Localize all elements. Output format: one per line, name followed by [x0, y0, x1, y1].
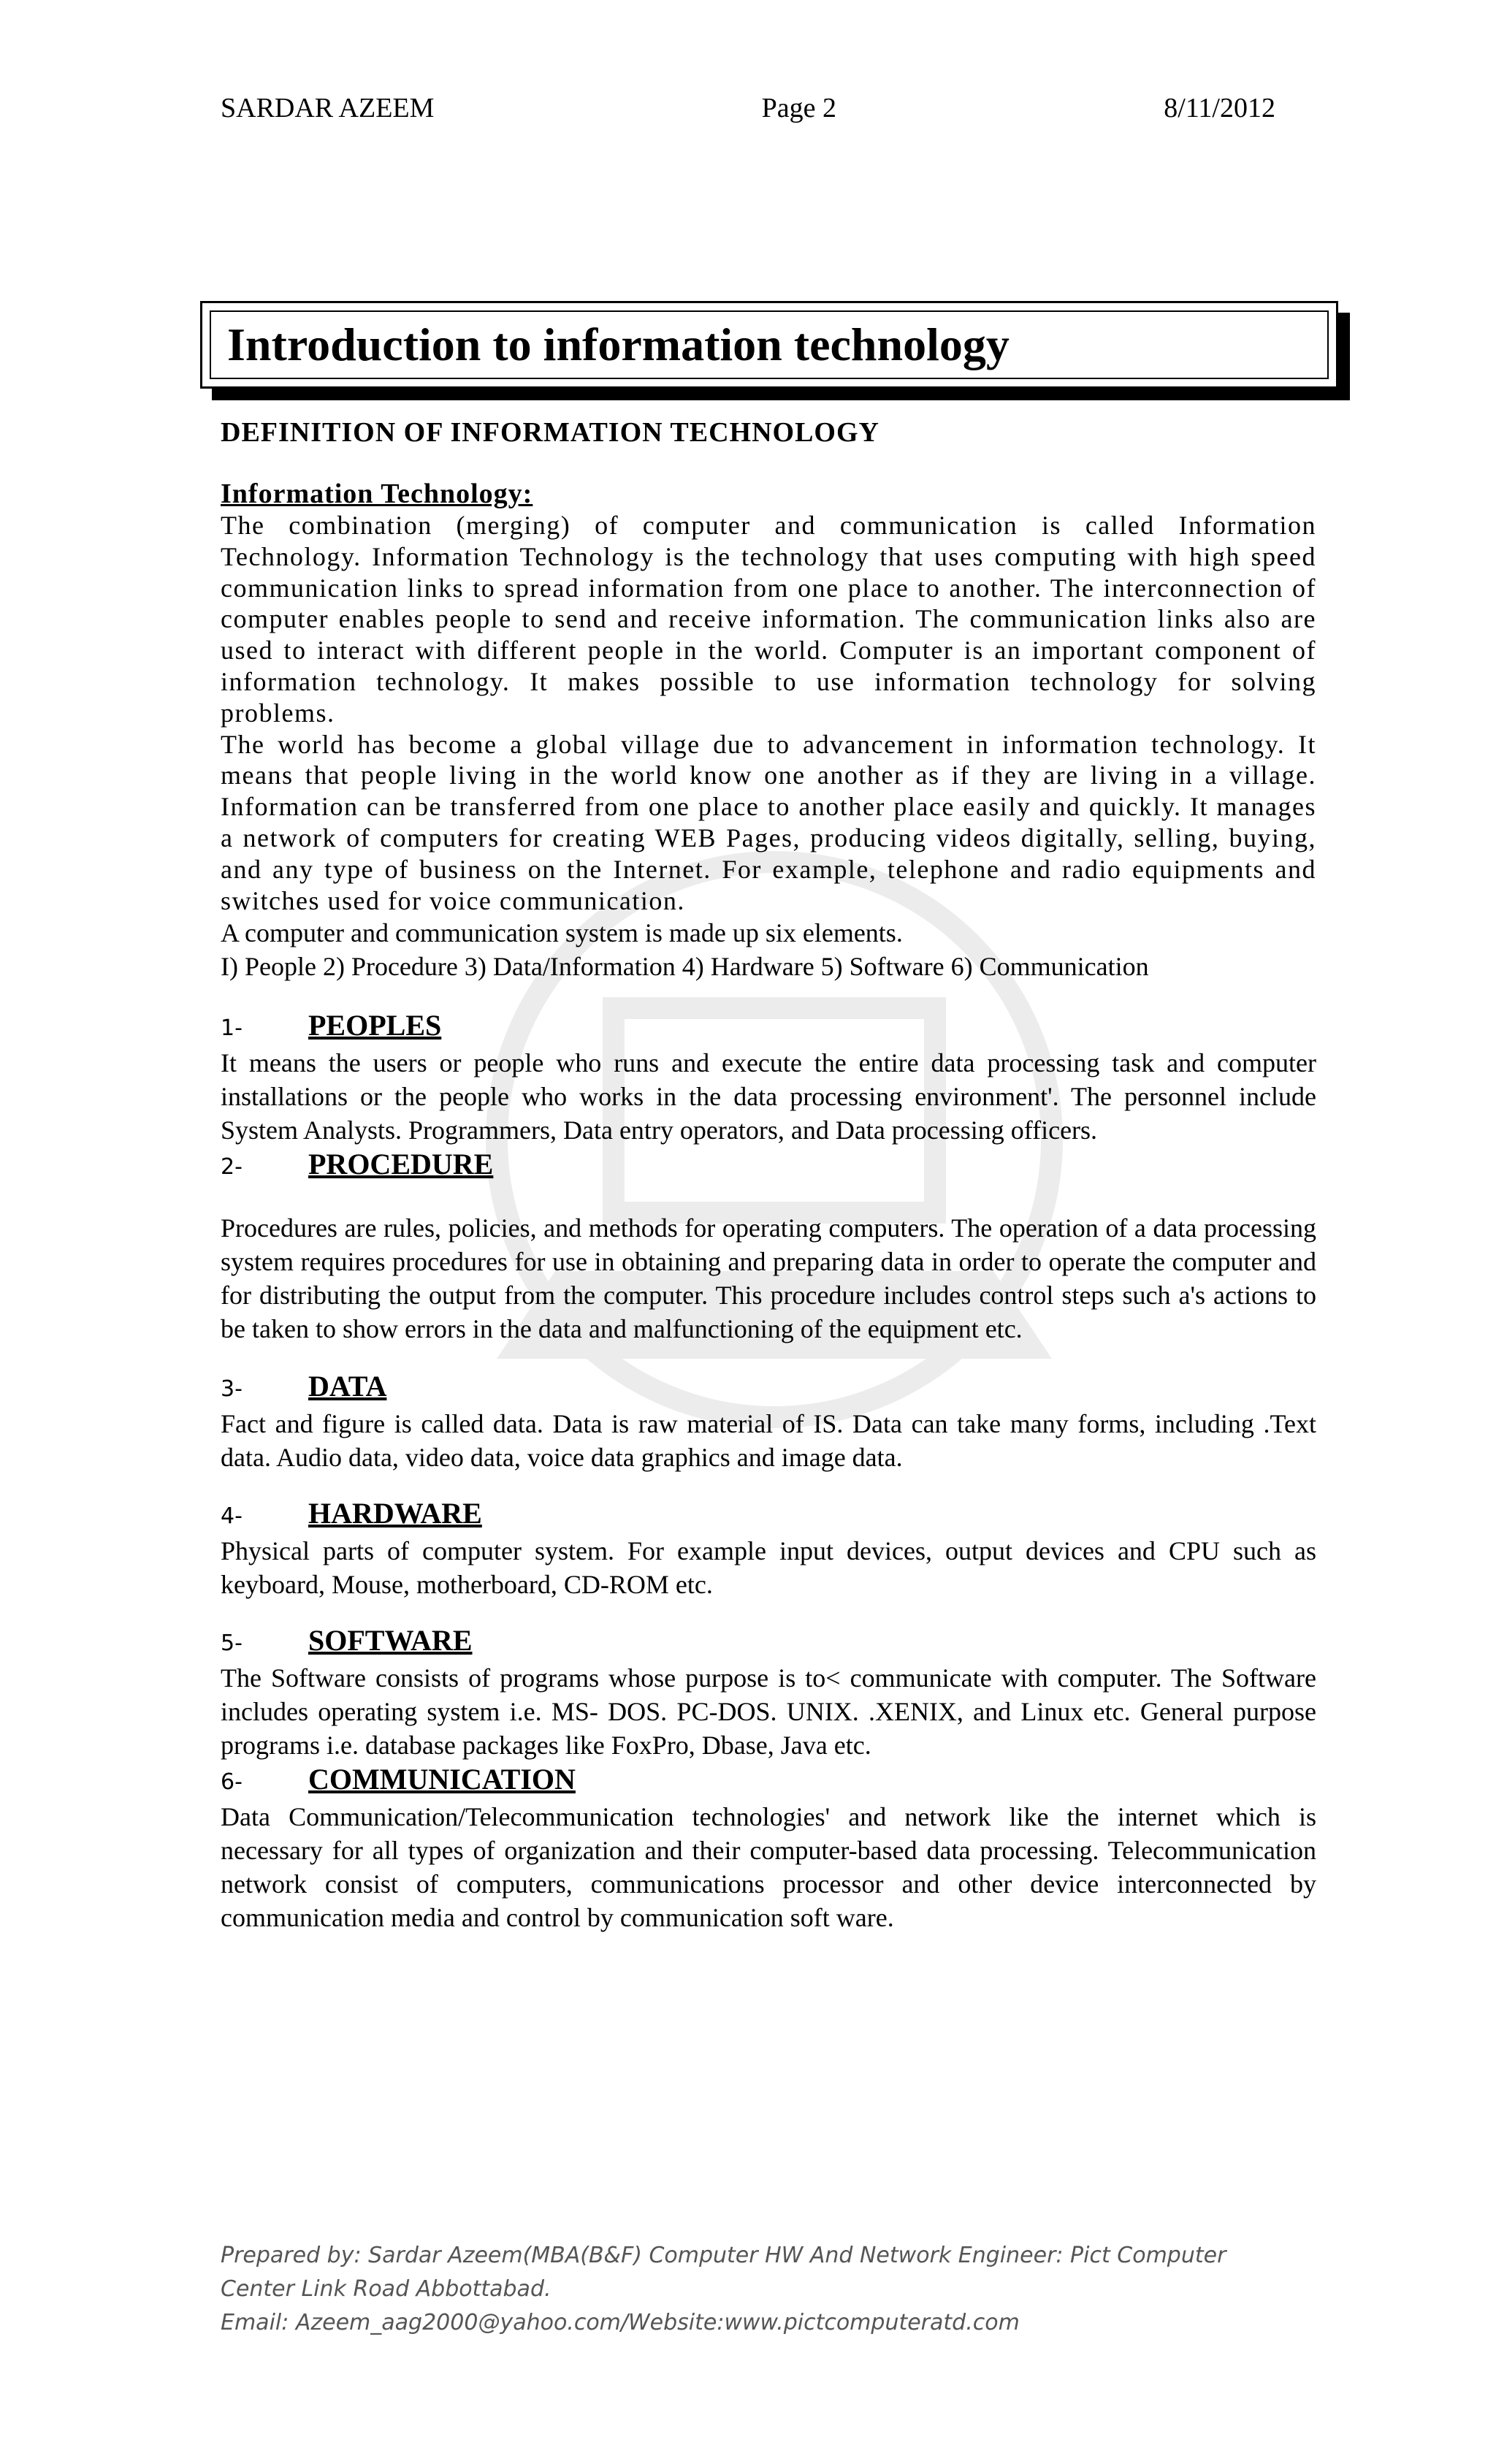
section-heading-procedure: [221, 1147, 1316, 1185]
section-text-communication: Data Communication/Telecommunication technologies' and network like the internet which is necessary for all types of organization and their computer-based data processing. Telecommunication network consist of computers, communications processor and other device interconnected by communication media and control by communication soft ware.: [221, 1802, 1316, 1933]
section-text-software: The Software consists of programs whose purpose is to< communicate with computer. The Software includes operating system i.e. MS- DOS. PC-DOS. UNIX. .XENIX, and Linux etc. General purpose programs i.e. database packages like FoxPro, Dbase, Java etc.: [221, 1663, 1316, 1761]
definition-heading: DEFINITION OF INFORMATION TECHNOLOGY: [221, 417, 879, 448]
it-subheading: Information Technology:: [221, 478, 533, 509]
section-title: PROCEDURE: [308, 1148, 494, 1181]
document-title: Introduction to information technology: [227, 319, 1010, 370]
it-paragraph-2: The world has become a global village due to advancement in information technology. It means that people living in the world know one another as if they are living in a village. Information can be transferred from one place to another place easily and quickly. It manages a network of computers for creating WEB Pages, producing videos digitally, selling, buying, and any type of business on the Internet. For example, telephone and radio equipments and switches used for voice communication.: [221, 729, 1316, 915]
section-text-procedure: Procedures are rules, policies, and methods for operating computers. The operation of a data processing system requires procedures for use in obtaining and preparing data in order to operate the computer and for distributing the output from the computer. This procedure includes control steps such a's actions to be taken to show errors in the data and malfunctioning of the equipment etc.: [221, 1213, 1316, 1344]
section-title: PEOPLES: [308, 1009, 442, 1042]
section-title: SOFTWARE: [308, 1624, 473, 1658]
section-number: 2-: [221, 1154, 243, 1180]
section-title: HARDWARE: [308, 1497, 482, 1530]
section-text-data: Fact and figure is called data. Data is raw material of IS. Data can take many forms, including .Text data. Audio data, video data, voice data graphics and image data.: [221, 1409, 1316, 1473]
section-text-hardware: Physical parts of computer system. For example input devices, output devices and CPU such as keyboard, Mouse, motherboard, CD-ROM etc.: [221, 1536, 1316, 1600]
section-heading-data: [221, 1369, 1316, 1407]
header-page-number: Page 2: [761, 93, 837, 123]
section-number: 6-: [221, 1769, 243, 1796]
page-header: [221, 86, 1275, 130]
section-heading-software: [221, 1623, 1316, 1661]
section-number: 1-: [221, 1015, 243, 1042]
section-title: DATA: [308, 1370, 387, 1403]
page-footer: [221, 2239, 1331, 2340]
section-number: 3-: [221, 1376, 243, 1403]
section-heading-communication: [221, 1762, 1316, 1800]
section-number: 4-: [221, 1503, 243, 1530]
it-paragraph-1: The combination (merging) of computer and communication is called Information Technology. Information Technology is the technology that uses computing with high speed communication links to spread information from one place to another. The interconnection of computer enables people to send and receive information. The communication links also are used to interact with different people in the world. Computer is an important component of information technology. It makes possible to use information technology for solving problems.: [221, 511, 1316, 728]
elements-intro: A computer and communication system is made up six elements.: [221, 918, 903, 948]
title-frame: [200, 301, 1338, 389]
footer-line-2: Center Link Road Abbottabad.: [221, 2276, 552, 2302]
footer-line-3: Email: Azeem_aag2000@yahoo.com/Website:www.pictcomputeratd.com: [221, 2310, 1020, 2335]
header-date: 8/11/2012: [1164, 93, 1275, 123]
section-text-peoples: It means the users or people who runs and execute the entire data processing task and computer installations or the people who works in the data processing environment'. The personnel include System Analysts. Programmers, Data entry operators, and Data processing officers.: [221, 1048, 1316, 1145]
section-heading-peoples: [221, 1008, 1316, 1046]
section-number: 5-: [221, 1630, 243, 1657]
section-heading-hardware: [221, 1496, 1316, 1534]
elements-list: I) People 2) Procedure 3) Data/Information 4) Hardware 5) Software 6) Communication: [221, 952, 1149, 982]
title-inner-frame: [210, 310, 1329, 379]
section-title: COMMUNICATION: [308, 1763, 576, 1796]
document-body: [221, 416, 1316, 1934]
header-author: SARDAR AZEEM: [221, 93, 435, 123]
footer-line-1: Prepared by: Sardar Azeem(MBA(B&F) Computer HW And Network Engineer: Pict Computer: [221, 2243, 1226, 2268]
